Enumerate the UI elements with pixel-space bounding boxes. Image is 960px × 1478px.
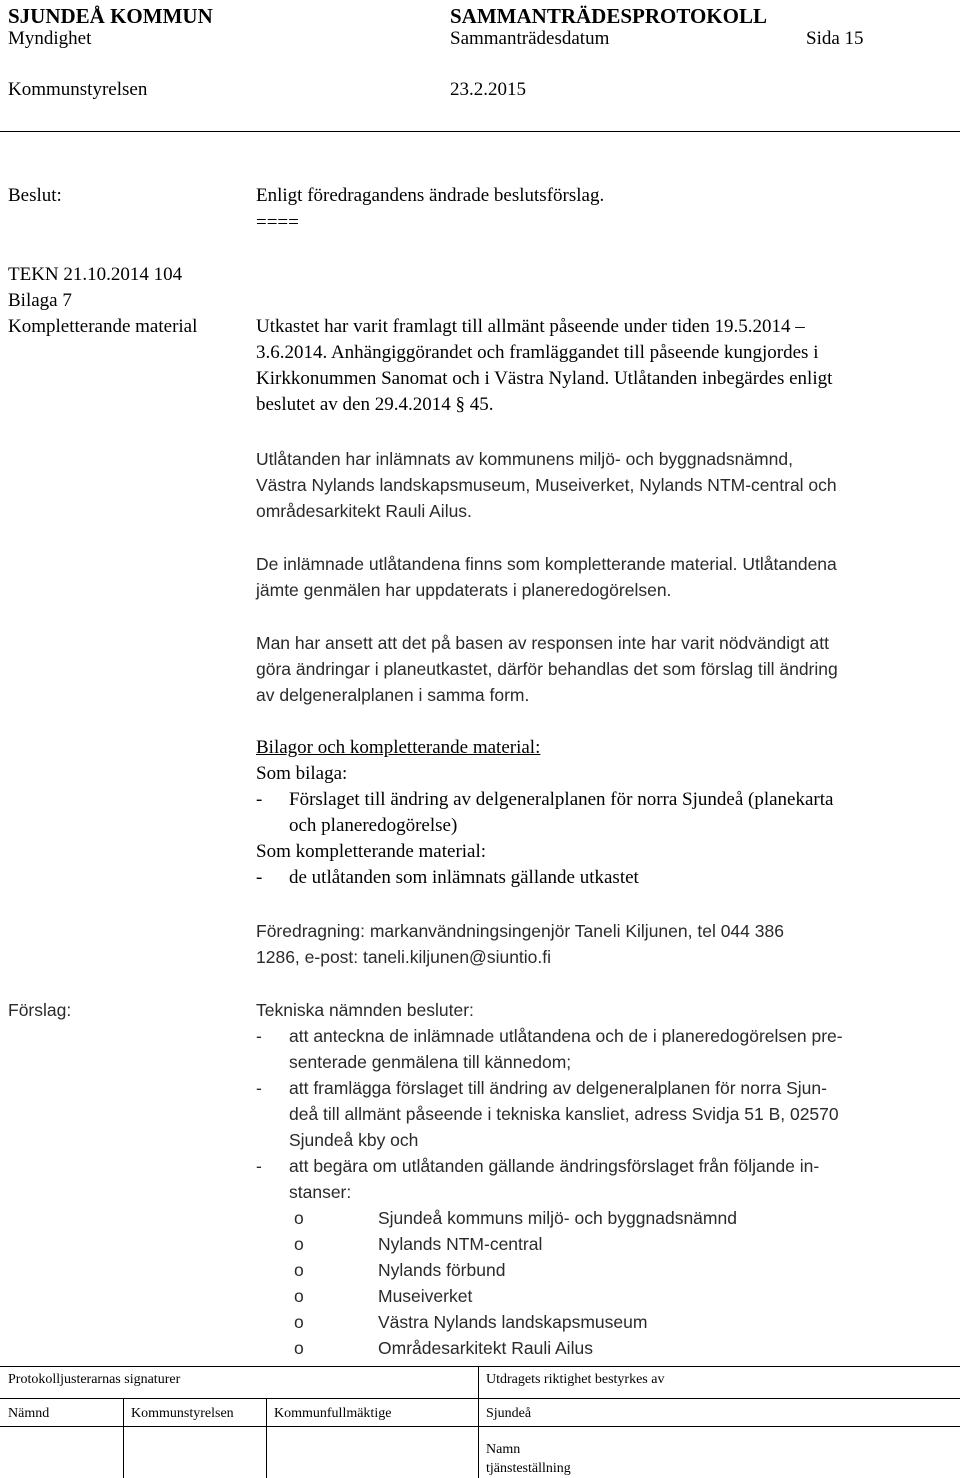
org-name: SJUNDEÅ KOMMUN xyxy=(8,4,213,28)
decision-text: Enligt föredragandens ändrade beslutsförslag. xyxy=(256,185,605,206)
paragraph-exhibition: Utkastet har varit framlagt till allmänt påseende under tiden 19.5.2014 – 3.6.2014. Anhängiggörandet och framläggandet till påseende kungjordes i Kirkkonummen Sanomat och i Västra Nyland. Utlåtanden inbegärdes enligt beslutet av den 29.4.2014 § 45. xyxy=(256,316,833,415)
authority-name: Kommunstyrelsen xyxy=(8,79,148,100)
proposal-item: - att framlägga förslaget till ändring av delgeneralplanen för norra Sjun- xyxy=(256,1078,827,1098)
recipient-item: o Nylands NTM-central xyxy=(294,1234,543,1254)
supplement-item: - de utlåtanden som inlämnats gällande utkastet xyxy=(256,867,639,888)
meeting-date: 23.2.2015 xyxy=(450,79,526,100)
paragraph-response: Man har ansett att det på basen av responsen inte har varit nödvändigt att göra ändringar i planeutkastet, därför behandlas det som förslag till ändring av delgeneralplanen i samma form. xyxy=(256,633,838,705)
proposal-section: Tekniska nämnden besluter: - att anteckna de inlämnade utlåtandena och de i planeredogörelsen pre- senterade genmälena till kännedom; - att framlägga förslaget till ändring av delgeneralplanen för norra Sjun- deå till allmänt påseende i tekniska kansliet, adress Svidja 51 B, 02570 Sjundeå kby och - att begära om utlåtanden gällande ändringsförslaget från följande in- stanser: o Sjundeå kommuns miljö- och byggnadsnämnd o Nylands NTM-central o Nylands förbund o Museiverket o Västra Nylands landskapsmuseum o Områdesarkitekt Rauli Ailus xyxy=(256,997,946,1361)
recipient-item: o Sjundeå kommuns miljö- och byggnadsnämnd xyxy=(294,1208,737,1228)
footer-col-divider xyxy=(266,1398,267,1478)
place: Sjundeå xyxy=(486,1406,532,1421)
proposal-item: - att begära om utlåtanden gällande ändringsförslaget från följande in- xyxy=(256,1156,820,1176)
name-label: Namn xyxy=(486,1442,521,1457)
column-kommunfullmaktige: Kommunfullmäktige xyxy=(274,1406,392,1421)
attachment-ref: Bilaga 7 xyxy=(8,290,72,311)
footer-mid-rule xyxy=(0,1398,960,1399)
authority-label: Myndighet xyxy=(8,28,92,49)
reference-line: TEKN 21.10.2014 104 xyxy=(8,264,183,285)
attachment-item: - Förslaget till ändring av delgeneralplanen för norra Sjundeå (planekarta xyxy=(256,789,834,810)
attachments-section: Bilagor och kompletterande material: Som bilaga: - Förslaget till ändring av delgeneralplanen för norra Sjundeå (planekarta och planeredogörelse) Som kompletterande material: - de utlåtanden som inlämnats gällande utkastet xyxy=(256,735,946,891)
separator: ==== xyxy=(256,212,299,233)
column-kommunstyrelsen: Kommunstyrelsen xyxy=(131,1406,234,1421)
certified-label: Utdragets riktighet bestyrkes av xyxy=(486,1372,665,1387)
document-type: SAMMANTRÄDESPROTOKOLL xyxy=(450,4,767,28)
as-attachment-label: Som bilaga: xyxy=(256,763,348,784)
section-label: Kompletterande material xyxy=(8,316,198,337)
recipient-item: o Museiverket xyxy=(294,1286,473,1306)
paragraph-statements: Utlåtanden har inlämnats av kommunens miljö- och byggnadsnämnd, Västra Nylands landskapsmuseum, Museiverket, Nylands NTM-central och områdesarkitekt Rauli Ailus. xyxy=(256,449,837,521)
decision-label: Beslut: xyxy=(8,185,62,206)
footer-header-rule xyxy=(0,1426,960,1427)
recipient-item: o Västra Nylands landskapsmuseum xyxy=(294,1312,648,1332)
recipient-item: o Områdesarkitekt Rauli Ailus xyxy=(294,1338,593,1358)
paragraph-material: De inlämnade utlåtandena finns som kompletterande material. Utlåtandena jämte genmälen har uppdaterats i planeredogörelsen. xyxy=(256,554,837,600)
column-namnd: Nämnd xyxy=(8,1406,50,1421)
proposal-label: Förslag: xyxy=(8,1000,72,1020)
proposal-item: - att anteckna de inlämnade utlåtandena och de i planeredogörelsen pre- xyxy=(256,1026,843,1046)
attachments-heading: Bilagor och kompletterande material: xyxy=(256,737,541,758)
date-label: Sammanträdesdatum xyxy=(450,28,610,49)
recipient-item: o Nylands förbund xyxy=(294,1260,506,1280)
footer-col-divider xyxy=(123,1398,124,1478)
footer-col-divider xyxy=(478,1366,479,1478)
proposal-intro: Tekniska nämnden besluter: xyxy=(256,1000,474,1020)
page-number: Sida 15 xyxy=(806,28,864,49)
footer-top-rule xyxy=(0,1366,960,1367)
as-supplement-label: Som kompletterande material: xyxy=(256,841,487,862)
position-label: tjänsteställning xyxy=(486,1461,571,1476)
signatures-label: Protokolljusterarnas signaturer xyxy=(8,1372,181,1387)
presenter: Föredragning: markanvändningsingenjör Taneli Kiljunen, tel 044 386 1286, e-post: taneli.kiljunen@siuntio.fi xyxy=(256,921,784,967)
header-divider xyxy=(0,131,960,132)
